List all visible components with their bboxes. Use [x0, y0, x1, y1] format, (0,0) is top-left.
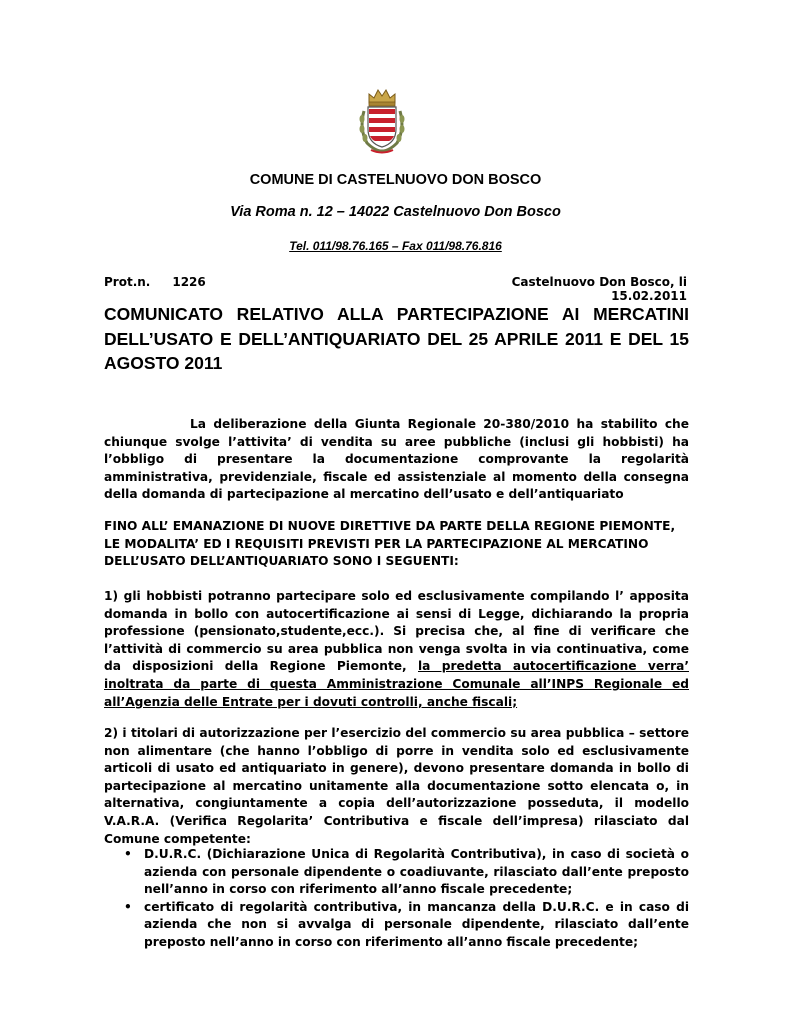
protocol-line — [104, 275, 206, 289]
notice-paragraph: FINO ALL’ EMANAZIONE DI NUOVE DIRETTIVE DA PARTE DELLA REGIONE PIEMONTE, LE MODALITA’ ED I REQUISITI PREVISTI PER LA PARTECIPAZIONE AL MERCATINO DELL’USATO DELL’ANTIQUARIATO SONO I SEGUENTI: — [104, 519, 676, 569]
point-2-paragraph: 2) i titolari di autorizzazione per l’esercizio del commercio su area pubblica – settore non alimentare (che hanno l’obbligo di porre in vendita solo ed esclusivamente articoli di usato ed antiquariato in genere), devono presentare domanda in bollo di partecipazione al mercatino unitamente alla documentazione sotto elencata o, in alternativa, congiuntamente a copia dell’autorizzazione posseduta, il modello V.A.R.A. (Verifica Regolarita’ Contributiva e fiscale dell’impresa) rilasciato dal Comune competente: — [104, 726, 689, 846]
point-1-paragraph — [104, 588, 689, 711]
document-title: COMUNICATO RELATIVO ALLA PARTECIPAZIONE AI MERCATINI DELL’USATO E DELL’ANTIQUARIATO DEL 25 APRILE 2011 E DEL 15 AGOSTO 2011 — [104, 304, 689, 373]
organization-name: COMUNE DI CASTELNUOVO DON BOSCO — [249, 172, 542, 188]
list-item-text: D.U.R.C. (Dichiarazione Unica di Regolarità Contributiva), in caso di società o azienda con personale dipendente o coadiuvante, rilasciato dall’ente preposto nell’anno in corso con riferimento all’anno fiscale precedente; — [144, 847, 689, 897]
protocol-label: Prot.n. — [104, 275, 151, 289]
point-1-text: 1) gli hobbisti potranno partecipare solo ed esclusivamente compilando l’ apposita domanda in bollo con autocertificazione ai sensi di Legge, dichiarando la propria professione (pensionato,studente,ecc.). Si precisa che, al fine di verificare che l’attività di commercio su area pubblica non venga svolta in via continuativa, come da disposizioni della Regione Piemonte, — [104, 589, 689, 674]
organization-address: Via Roma n. 12 – 14022 Castelnuovo Don Bosco — [230, 204, 561, 220]
bullet-icon: • — [124, 899, 132, 914]
intro-paragraph: La deliberazione della Giunta Regionale 20-380/2010 ha stabilito che chiunque svolge l’attivita’ di vendita su aree pubbliche (inclusi gli hobbisti) ha l’obbligo di presentare la documentazione comprovante la regolarità amministrativa, previdenziale, fiscale ed assistenziale al momento della consegna della domanda di partecipazione al mercatino dell’usato e dell’antiquariato — [104, 417, 689, 502]
protocol-number: 1226 — [172, 275, 206, 289]
point-1-underlined-text: la predetta autocertificazione verra’ inoltrata da parte di questa Amministrazione Comunale all’INPS Regionale ed all’Agenzia delle Entrate per i dovuti controlli, anche fiscali; — [104, 659, 689, 709]
list-item — [104, 846, 689, 899]
list-item-text: certificato di regolarità contributiva, in mancanza della D.U.R.C. e in caso di azienda che non si avvalga di personale dipendente, rilasciato dall’ente preposto nell’anno in corso con riferimento all’anno fiscale precedente; — [144, 899, 689, 949]
bullet-icon: • — [124, 847, 132, 861]
municipal-crest-logo — [355, 85, 409, 155]
place-and-date: Castelnuovo Don Bosco, li 15.02.2011 — [511, 275, 687, 303]
list-item — [104, 899, 689, 952]
requirements-list — [104, 846, 689, 952]
organization-contacts: Tel. 011/98.76.165 – Fax 011/98.76.816 — [289, 239, 502, 253]
